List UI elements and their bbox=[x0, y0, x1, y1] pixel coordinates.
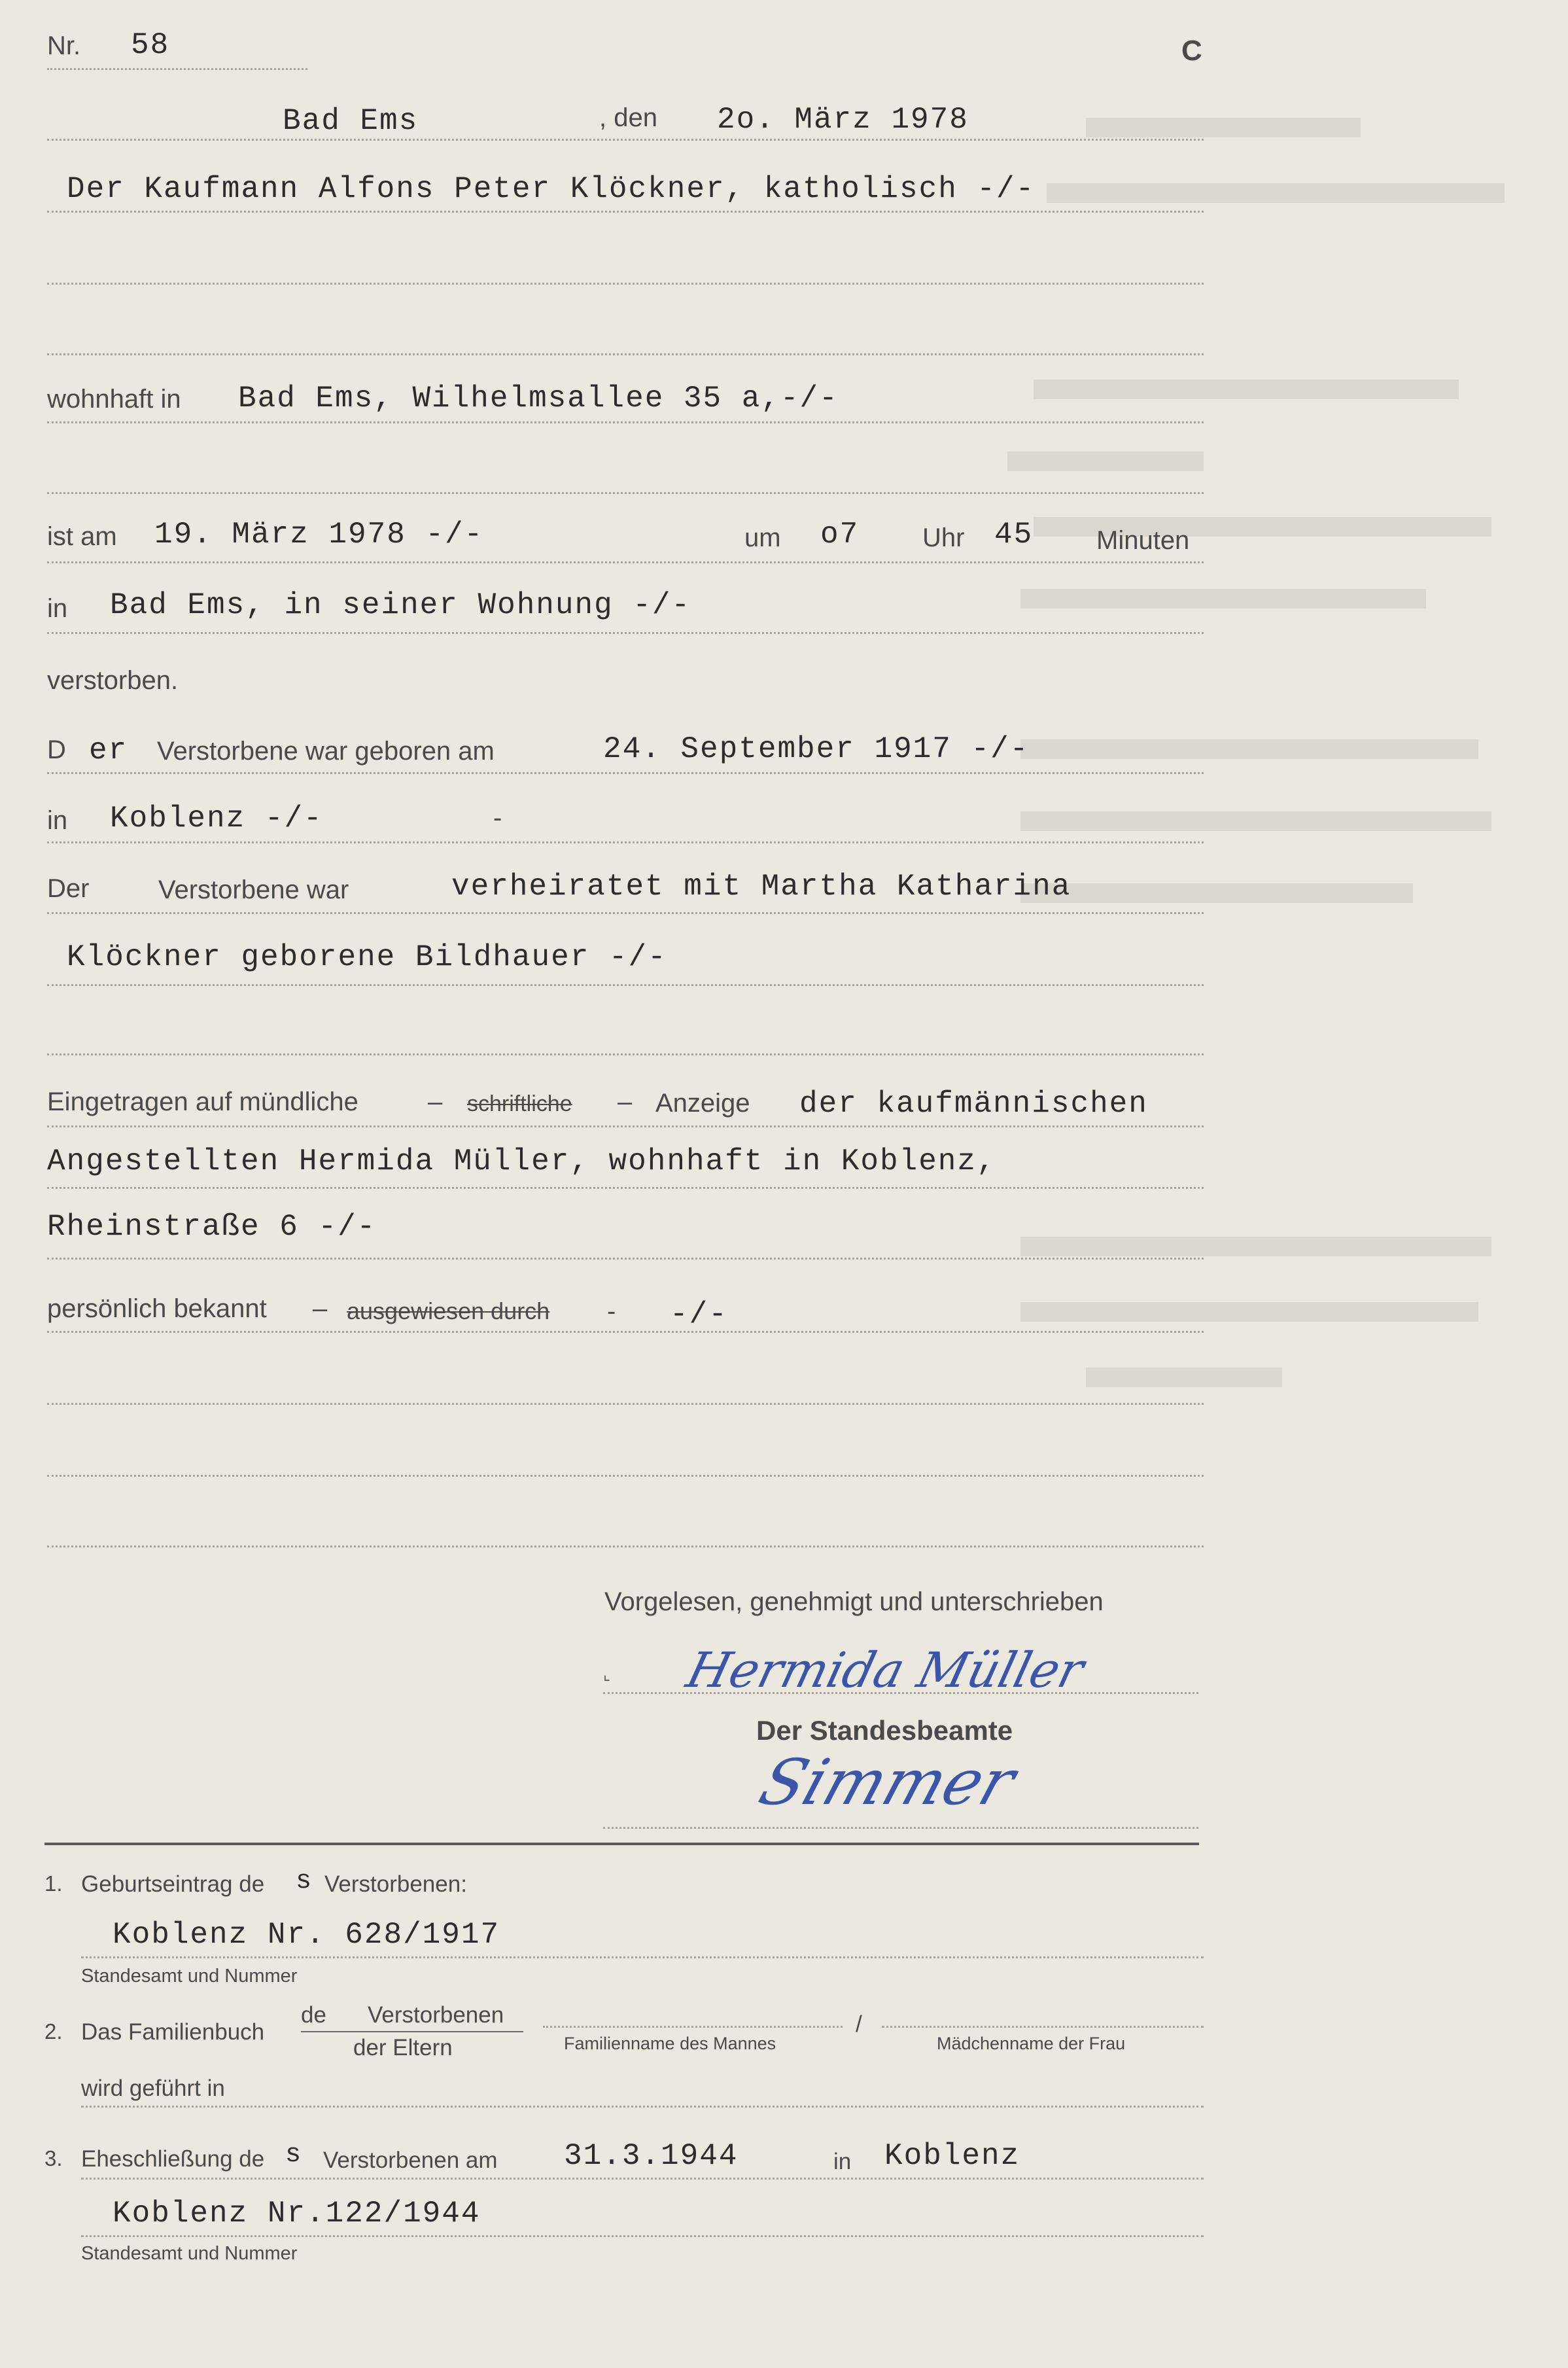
death-date: 19. März 1978 -/- bbox=[154, 518, 484, 552]
registration-line-3: Rheinstraße 6 -/- bbox=[47, 1210, 377, 1244]
vorgelesen-text: Vorgelesen, genehmigt und unterschrieben bbox=[604, 1587, 1104, 1616]
birth-label: Verstorbene war geboren am bbox=[157, 737, 495, 766]
death-in-label: in bbox=[47, 594, 68, 623]
fraction-line bbox=[301, 2031, 523, 2032]
note-1-number: 1. bbox=[44, 1871, 63, 1896]
eheschliessung-label-2: Verstorbenen am bbox=[323, 2147, 498, 2173]
registration-struck-option: schriftliche bbox=[467, 1091, 572, 1116]
dotted-line bbox=[47, 984, 1204, 986]
birth-gender: er bbox=[89, 733, 128, 768]
verstorben-label: verstorben. bbox=[47, 666, 179, 695]
signature-dotted-line bbox=[603, 1827, 1198, 1829]
entry-number: 58 bbox=[131, 28, 170, 62]
birth-in-label: in bbox=[47, 806, 68, 835]
dotted-line bbox=[47, 1475, 1204, 1477]
registration-date: 2o. März 1978 bbox=[717, 103, 969, 137]
um-label: um bbox=[744, 523, 781, 552]
dotted-line bbox=[47, 1187, 1204, 1189]
dotted-line bbox=[47, 632, 1204, 634]
birth-dash: - bbox=[493, 804, 502, 832]
birth-register-entry: Koblenz Nr. 628/1917 bbox=[113, 1918, 500, 1952]
dotted-line bbox=[47, 492, 1204, 494]
dotted-line bbox=[882, 2026, 1204, 2028]
official-signature: Simmer bbox=[750, 1746, 1024, 1819]
dotted-line bbox=[47, 912, 1204, 914]
note-3-number: 3. bbox=[44, 2146, 63, 2170]
dotted-line bbox=[47, 421, 1204, 423]
birth-date: 24. September 1917 -/- bbox=[603, 732, 1030, 766]
dotted-line bbox=[47, 283, 1204, 285]
death-hour: o7 bbox=[820, 518, 860, 552]
marriage-place: Koblenz bbox=[884, 2139, 1020, 2173]
dotted-line bbox=[81, 2178, 1204, 2180]
geburtseintrag-label-2: Verstorbenen: bbox=[324, 1871, 467, 1897]
registration-place: Bad Ems bbox=[283, 104, 419, 138]
marriage-date: 31.3.1944 bbox=[564, 2139, 739, 2173]
marital-line-1: verheiratet mit Martha Katharina bbox=[451, 870, 1071, 904]
nr-label: Nr. bbox=[47, 31, 81, 60]
familienbuch-eltern: der Eltern bbox=[353, 2035, 453, 2060]
official-title: Der Standesbeamte bbox=[756, 1715, 1013, 1746]
dotted-line bbox=[47, 1403, 1204, 1405]
dotted-line bbox=[47, 841, 1204, 843]
identity-struck-option: ausgewiesen durch bbox=[347, 1298, 550, 1324]
ist-am-label: ist am bbox=[47, 522, 117, 551]
informant-signature: Hermida Müller bbox=[681, 1642, 1090, 1699]
dotted-line bbox=[543, 2026, 843, 2028]
registration-label-a: Eingetragen auf mündliche bbox=[47, 1087, 358, 1116]
dotted-line bbox=[47, 139, 1204, 141]
residence-value: Bad Ems, Wilhelmsallee 35 a,-/- bbox=[238, 381, 839, 415]
dotted-line bbox=[81, 2235, 1204, 2237]
eheschliessung-label: Eheschließung de bbox=[81, 2146, 265, 2172]
notes-separator bbox=[44, 1843, 1199, 1845]
declarant-line: Der Kaufmann Alfons Peter Klöckner, katholisch -/- bbox=[67, 172, 1036, 206]
birth-prefix: D bbox=[47, 735, 66, 764]
signature-mark: ⌞ bbox=[603, 1666, 611, 1684]
signature-dotted-line bbox=[603, 1692, 1198, 1694]
geburtseintrag-label: Geburtseintrag de bbox=[81, 1871, 265, 1897]
registration-text-a: der kaufmännischen bbox=[799, 1087, 1148, 1121]
name-separator: / bbox=[856, 2011, 862, 2037]
minuten-label: Minuten bbox=[1096, 526, 1190, 555]
nr-dotted-line bbox=[47, 68, 307, 70]
familienbuch-label: Das Familienbuch bbox=[81, 2019, 265, 2045]
den-label: , den bbox=[599, 103, 657, 132]
dotted-line bbox=[47, 1546, 1204, 1547]
marital-prefix: Der bbox=[47, 874, 90, 903]
maedchenname-label: Mädchenname der Frau bbox=[937, 2034, 1126, 2053]
marriage-in-label: in bbox=[833, 2149, 852, 2174]
dotted-line bbox=[47, 1053, 1204, 1055]
birth-place: Koblenz -/- bbox=[110, 802, 323, 836]
registration-dash-1: – bbox=[428, 1087, 443, 1116]
death-minutes: 45 bbox=[994, 518, 1034, 552]
registration-line-2: Angestellten Hermida Müller, wohnhaft in Koblenz, bbox=[47, 1144, 996, 1178]
identity-label: persönlich bekannt bbox=[47, 1294, 267, 1323]
marital-line-2: Klöckner geborene Bildhauer -/- bbox=[67, 940, 667, 974]
familienbuch-verstorbenen: Verstorbenen bbox=[368, 2002, 504, 2028]
geburtseintrag-suffix: s bbox=[296, 1867, 313, 1896]
marital-label: Verstorbene war bbox=[158, 875, 349, 904]
dotted-line bbox=[47, 1331, 1204, 1333]
registration-dash-2: – bbox=[618, 1087, 633, 1116]
identity-value: -/- bbox=[670, 1298, 728, 1332]
uhr-label: Uhr bbox=[922, 523, 965, 552]
familienbuch-de: de bbox=[301, 2002, 326, 2028]
dotted-line bbox=[47, 353, 1204, 355]
dotted-line bbox=[81, 1956, 1204, 1958]
series-letter: C bbox=[1181, 35, 1202, 67]
dotted-line bbox=[47, 1258, 1204, 1260]
dotted-line bbox=[81, 2106, 1204, 2108]
familienname-label: Familienname des Mannes bbox=[564, 2034, 776, 2053]
eheschliessung-suffix: s bbox=[285, 2140, 303, 2170]
dotted-line bbox=[47, 772, 1204, 774]
residence-label: wohnhaft in bbox=[47, 385, 181, 414]
death-place: Bad Ems, in seiner Wohnung -/- bbox=[110, 588, 691, 622]
registration-label-b: Anzeige bbox=[655, 1089, 750, 1118]
dotted-line bbox=[47, 561, 1204, 563]
standesamt-label: Standesamt und Nummer bbox=[81, 1966, 298, 1987]
standesamt-label-2: Standesamt und Nummer bbox=[81, 2243, 298, 2264]
dotted-line bbox=[47, 1125, 1204, 1127]
note-2-number: 2. bbox=[44, 2019, 63, 2043]
gefuehrt-label: wird geführt in bbox=[81, 2076, 225, 2101]
identity-dash: – bbox=[313, 1294, 328, 1323]
identity-dash-2: - bbox=[607, 1297, 616, 1326]
dotted-line bbox=[47, 211, 1204, 213]
marriage-register-entry: Koblenz Nr.122/1944 bbox=[113, 2197, 481, 2231]
